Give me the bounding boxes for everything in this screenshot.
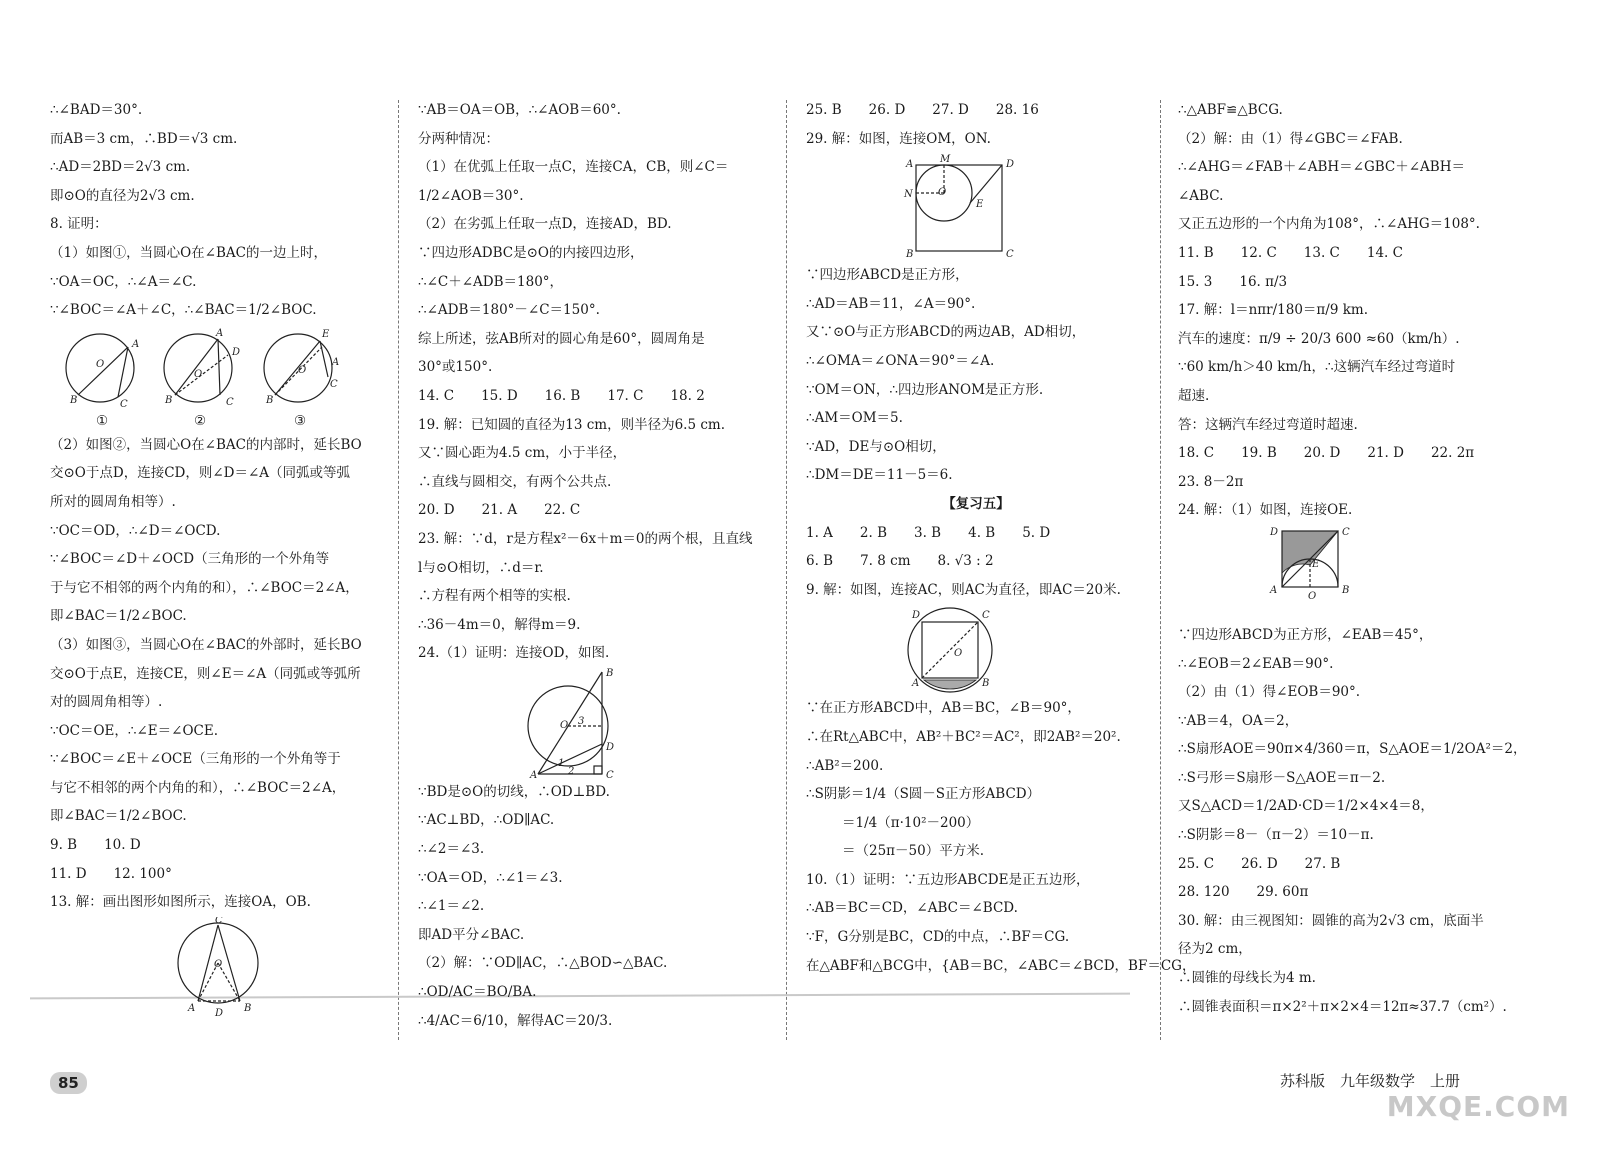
svg-text:A: A [912, 678, 920, 690]
text-line: ∴36－4m＝0，解得m＝9. [418, 616, 581, 633]
text-line: 分两种情况： [418, 130, 499, 147]
text-line: 10.（1）证明：∵五边形ABCDE是正五边形， [806, 871, 1090, 888]
text-line: ∴∠AHG＝∠FAB＋∠ABH＝∠GBC＋∠ABH＝ [1178, 159, 1465, 176]
circle-diagram [50, 917, 370, 1017]
text-line: 于与它不相邻的两个内角的和），∴∠BOC＝2∠A， [50, 579, 359, 596]
svg-text:2: 2 [568, 765, 575, 777]
square-circle-diagram [806, 153, 1126, 261]
text-line: ∴∠EOB＝2∠EAB＝90°. [1178, 655, 1334, 672]
watermark: MXQE.COM [1386, 1090, 1570, 1123]
tangent-figure [418, 668, 758, 778]
text-line: 1. A 2. B 3. B 4. B 5. D [806, 524, 1051, 541]
text-line: ∴圆锥的母线长为4 m. [1178, 970, 1316, 987]
text-line: 汽车的速度：π/9 ÷ 20/3 600 ≈60（km/h）. [1178, 330, 1460, 347]
svg-text:B: B [70, 394, 78, 406]
text-line: ∴AB＝BC＝CD，∠ABC＝∠BCD. [806, 900, 1018, 917]
text-line: ＝（25π－50）平方米. [842, 843, 985, 860]
text-line: 9. B 10. D [50, 837, 141, 854]
text-line: ∴AB²＝200. [806, 757, 884, 774]
text-line: ∴∠BAD＝30°. [50, 102, 143, 118]
svg-text:C: C [606, 769, 614, 778]
text-line: （3）如图③，当圆心O在∠BAC的外部时，延长BO [50, 636, 362, 653]
svg-text:B: B [266, 394, 274, 406]
text-line: 15. 3 16. π/3 [1178, 273, 1288, 290]
text-line: ∵OA＝OC，∴∠A＝∠C. [50, 273, 197, 290]
text-line: 交⊙O于点D，连接CD，则∠D＝∠A（同弧或等弧 [50, 465, 351, 482]
text-line: 9. 解：如图，连接AC，则AC为直径，即AC＝20米. [806, 581, 1121, 598]
text-line: 20. D 21. A 22. C [418, 502, 581, 519]
text-line: 23. 解：∵d，r是方程x²－6x＋m＝0的两个根，且直线 [418, 530, 753, 547]
text-line: ∵AB＝4，OA＝2， [1178, 712, 1299, 729]
svg-text:M: M [940, 154, 951, 166]
text-line: ∵四边形ABCD为正方形，∠EAB＝45°， [1178, 626, 1433, 643]
text-line: 答：这辆汽车经过弯道时超速. [1178, 416, 1358, 433]
text-line: ∵AC⊥BD，∴OD∥AC. [418, 812, 555, 829]
svg-text:C: C [226, 396, 234, 408]
text-line: ∵OM＝ON，∴四边形ANOM是正方形. [806, 381, 1044, 398]
svg-text:D: D [232, 346, 241, 358]
text-line: ∴直线与圆相交，有两个公共点. [418, 473, 612, 490]
text-line: ∴圆锥表面积＝π×2²＋π×2×4＝12π≈37.7（cm²）. [1178, 998, 1507, 1015]
text-line: ∴DM＝DE＝11－5＝6. [806, 467, 953, 484]
answer-column-1 [50, 96, 390, 1017]
inscribed-square-diagram [806, 604, 1126, 694]
inscribed-square-figure [806, 604, 1146, 694]
text-line: ∵OA＝OD，∴∠1＝∠3. [418, 869, 563, 886]
tangent-diagram [418, 668, 738, 778]
text-line: 8. 证明： [50, 216, 108, 233]
text-line: （2）在劣弧上任取一点D，连接AD，BD. [418, 216, 672, 233]
svg-text:D: D [1270, 526, 1279, 538]
text-line: 28. 120 29. 60π [1178, 884, 1309, 901]
text-line: 在△ABF和△BCG中，{AB＝BC，∠ABC＝∠BCD，BF＝CG， [806, 957, 1196, 974]
text-line: 24.（1）证明：连接OD，如图. [418, 645, 610, 662]
text-line: 1/2∠AOB＝30°. [418, 187, 524, 204]
text-line: 24. 解：（1）如图，连接OE. [1178, 502, 1353, 519]
text-line: ∴4/AC＝6/10，解得AC＝20/3. [418, 1012, 613, 1029]
circle-diagrams [50, 325, 370, 411]
answer-column-2 [418, 96, 758, 1035]
text-line: 超速. [1178, 387, 1210, 404]
svg-text:D: D [912, 610, 921, 622]
text-line: 23. 8－2π [1178, 473, 1244, 490]
square-semicircle-diagram [1178, 525, 1558, 621]
text-line: ∴方程有两个相等的实根. [418, 588, 571, 605]
text-line: ∵AD，DE与⊙O相切， [806, 438, 946, 455]
svg-text:O: O [1308, 590, 1317, 602]
svg-text:O: O [954, 648, 963, 660]
svg-text:O: O [96, 358, 105, 370]
three-circle-figure [50, 325, 390, 411]
text-line: ∵∠BOC＝∠D＋∠OCD（三角形的一个外角等 [50, 551, 330, 568]
text-line: ＝1/4（π·10²－200） [842, 814, 980, 831]
text-line: ∵四边形ABCD是正方形， [806, 267, 969, 284]
text-line: 对的圆周角相等）. [50, 694, 163, 711]
svg-text:1: 1 [558, 757, 565, 769]
book-label: 苏科版 九年级数学 上册 [1279, 1072, 1460, 1090]
circle-chord-figure [50, 917, 390, 1017]
text-line: ∵∠BOC＝∠E＋∠OCE（三角形的一个外角等于 [50, 751, 341, 768]
text-line: 又S△ACD＝1/2AD·CD＝1/2×4×4＝8， [1178, 798, 1434, 815]
text-line: （1）在优弧上任取一点C，连接CA，CB，则∠C＝ [418, 159, 729, 176]
text-line: 与它不相邻的两个内角的和），∴∠BOC＝2∠A， [50, 779, 346, 796]
text-line: 11. D 12. 100° [50, 865, 172, 882]
figure-labels [50, 411, 390, 431]
svg-text:3: 3 [578, 715, 585, 727]
text-line: 25. C 26. D 27. B [1178, 855, 1341, 872]
svg-text:E: E [322, 328, 330, 340]
text-line: ∴AM＝OM＝5. [806, 410, 903, 427]
svg-text:N: N [904, 189, 913, 201]
svg-text:O: O [560, 719, 569, 731]
text-line: 13. 解：画出图形如图所示，连接OA，OB. [50, 894, 311, 911]
svg-text:D: D [215, 1007, 224, 1017]
svg-text:A: A [216, 327, 224, 339]
text-line: ∴∠1＝∠2. [418, 898, 485, 915]
svg-text:B: B [906, 249, 914, 261]
text-line: ∴S弓形＝S扇形－S△AOE＝π－2. [1178, 769, 1386, 786]
svg-text:C: C [330, 378, 338, 390]
text-line: 14. C 15. D 16. B 17. C 18. 2 [418, 387, 705, 404]
svg-text:A: A [132, 338, 140, 350]
svg-text:D: D [606, 741, 615, 753]
text-line: （2）由（1）得∠EOB＝90°. [1178, 684, 1361, 701]
text-line: 11. B 12. C 13. C 14. C [1178, 244, 1403, 261]
text-line: ∴在Rt△ABC中，AB²＋BC²＝AC²，即2AB²＝20². [806, 728, 1121, 745]
text-line: ∵OC＝OE，∴∠E＝∠OCE. [50, 722, 219, 739]
text-line: 18. C 19. B 20. D 21. D 22. 2π [1178, 445, 1475, 462]
page-number: 85 [50, 1072, 87, 1094]
square-circle-figure [806, 153, 1146, 261]
text-line: l与⊙O相切，∴d＝r. [418, 559, 544, 576]
text-line: 6. B 7. 8 cm 8. √3 : 2 [806, 553, 994, 570]
text-line: （2）如图②，当圆心O在∠BAC的内部时，延长BO [50, 436, 362, 453]
svg-text:A: A [1270, 584, 1278, 596]
text-line: ∴△ABF≌△BCG. [1178, 102, 1283, 118]
text-line: ∵F，G分别是BC，CD的中点，∴BF＝CG. [806, 929, 1070, 946]
svg-text:B: B [1342, 584, 1350, 596]
text-line: 又正五边形的一个内角为108°，∴∠AHG＝108°. [1178, 216, 1480, 233]
text-line: 30. 解：由三视图知：圆锥的高为2√3 cm，底面半 [1178, 912, 1484, 929]
text-line: 即∠BAC＝1/2∠BOC. [50, 608, 187, 625]
text-line: 所对的圆周角相等）. [50, 493, 176, 510]
text-line: ∴∠2＝∠3. [418, 841, 485, 858]
text-line: ∵四边形ADBC是⊙O的内接四边形， [418, 244, 644, 261]
text-line: 即⊙O的直径为2√3 cm. [50, 187, 195, 204]
column-divider [786, 100, 787, 1040]
text-line: ∴∠C＋∠ADB＝180°， [418, 273, 564, 290]
text-line: （2）解：由（1）得∠GBC＝∠FAB. [1178, 130, 1403, 147]
column-divider [1160, 100, 1161, 1040]
svg-text:C: C [120, 398, 128, 410]
square-semicircle-figure [1178, 525, 1578, 621]
text-line: ∴∠ADB＝180°－∠C＝150°. [418, 302, 600, 319]
svg-text:O: O [194, 368, 203, 380]
text-line: ∴S扇形AOE＝90π×4/360＝π，S△AOE＝1/2OA²＝2， [1178, 741, 1527, 758]
answer-column-4 [1178, 96, 1578, 1021]
svg-text:C: C [1342, 526, 1350, 538]
text-line: 19. 解：已知圆的直径为13 cm，则半径为6.5 cm. [418, 416, 726, 433]
text-line: （1）如图①，当圆心O在∠BAC的一边上时， [50, 244, 327, 261]
page-number-area [50, 1072, 87, 1094]
text-line: 又∵⊙O与正方形ABCD的两边AB，AD相切， [806, 324, 1086, 341]
svg-text:A: A [530, 769, 538, 778]
text-line: ∵∠BOC＝∠A＋∠C，∴∠BAC＝1/2∠BOC. [50, 302, 317, 319]
svg-text:B: B [165, 394, 173, 406]
text-line: ∵BD是⊙O的切线，∴OD⊥BD. [418, 783, 610, 800]
svg-text:O: O [214, 958, 223, 970]
text-line: ∠ABC. [1178, 187, 1224, 204]
text-line: 25. B 26. D 27. D 28. 16 [806, 102, 1039, 118]
text-line: ∴OD/AC＝BO/BA. [418, 984, 537, 1001]
text-line: 即AD平分∠BAC. [418, 926, 525, 943]
text-line: 径为2 cm， [1178, 941, 1252, 958]
text-line: 29. 解：如图，连接OM，ON. [806, 130, 991, 147]
text-line: ∵在正方形ABCD中，AB＝BC，∠B＝90°， [806, 700, 1081, 717]
text-line: 交⊙O于点E，连接CE，则∠E＝∠A（同弧或等弧所 [50, 665, 361, 682]
text-line: 综上所述，弦AB所对的圆心角是60°，圆周角是 [418, 330, 705, 347]
text-line: ∴∠OMA＝∠ONA＝90°＝∠A. [806, 352, 995, 369]
figure-label: ① [96, 412, 109, 429]
svg-text:D: D [1006, 159, 1015, 171]
figure-label: ② [194, 412, 207, 429]
text-line: 30°或150°. [418, 359, 493, 376]
text-line: （2）解：∵OD∥AC，∴△BOD∽△BAC. [418, 955, 668, 972]
text-line: ∵AB＝OA＝OB，∴∠AOB＝60°. [418, 102, 621, 118]
text-line: ∴AD＝2BD＝2√3 cm. [50, 159, 191, 176]
section-heading: 【复习五】 [942, 495, 1010, 512]
text-line: ∴S阴影＝1/4（S圆－S正方形ABCD） [806, 786, 1041, 803]
svg-text:O: O [938, 187, 947, 199]
svg-text:B: B [982, 678, 990, 690]
text-line: 17. 解：l＝nπr/180＝π/9 km. [1178, 302, 1368, 319]
text-line: 即∠BAC＝1/2∠BOC. [50, 808, 187, 825]
svg-text:C: C [982, 610, 990, 622]
text-line: ∵60 km/h＞40 km/h，∴这辆汽车经过弯道时 [1178, 359, 1456, 376]
svg-text:E: E [1312, 558, 1320, 570]
text-line: ∵OC＝OD，∴∠D＝∠OCD. [50, 522, 221, 539]
svg-text:B: B [606, 667, 614, 679]
svg-text:A: A [332, 356, 340, 368]
text-line: 而AB＝3 cm，∴BD＝√3 cm. [50, 130, 238, 147]
svg-text:A: A [906, 159, 914, 171]
svg-text:O: O [298, 364, 307, 376]
svg-text:A: A [188, 1002, 196, 1014]
svg-text:C: C [215, 916, 223, 926]
svg-text:B: B [244, 1002, 252, 1014]
text-line: ∴AD＝AB＝11，∠A＝90°. [806, 295, 976, 312]
figure-label: ③ [294, 412, 307, 429]
text-line: 又∵圆心距为4.5 cm，小于半径， [418, 445, 627, 462]
svg-text:C: C [1006, 249, 1014, 261]
column-divider [398, 100, 399, 1040]
svg-text:E: E [976, 199, 984, 211]
text-line: ∴S阴影＝8－（π－2）＝10－π. [1178, 827, 1374, 844]
